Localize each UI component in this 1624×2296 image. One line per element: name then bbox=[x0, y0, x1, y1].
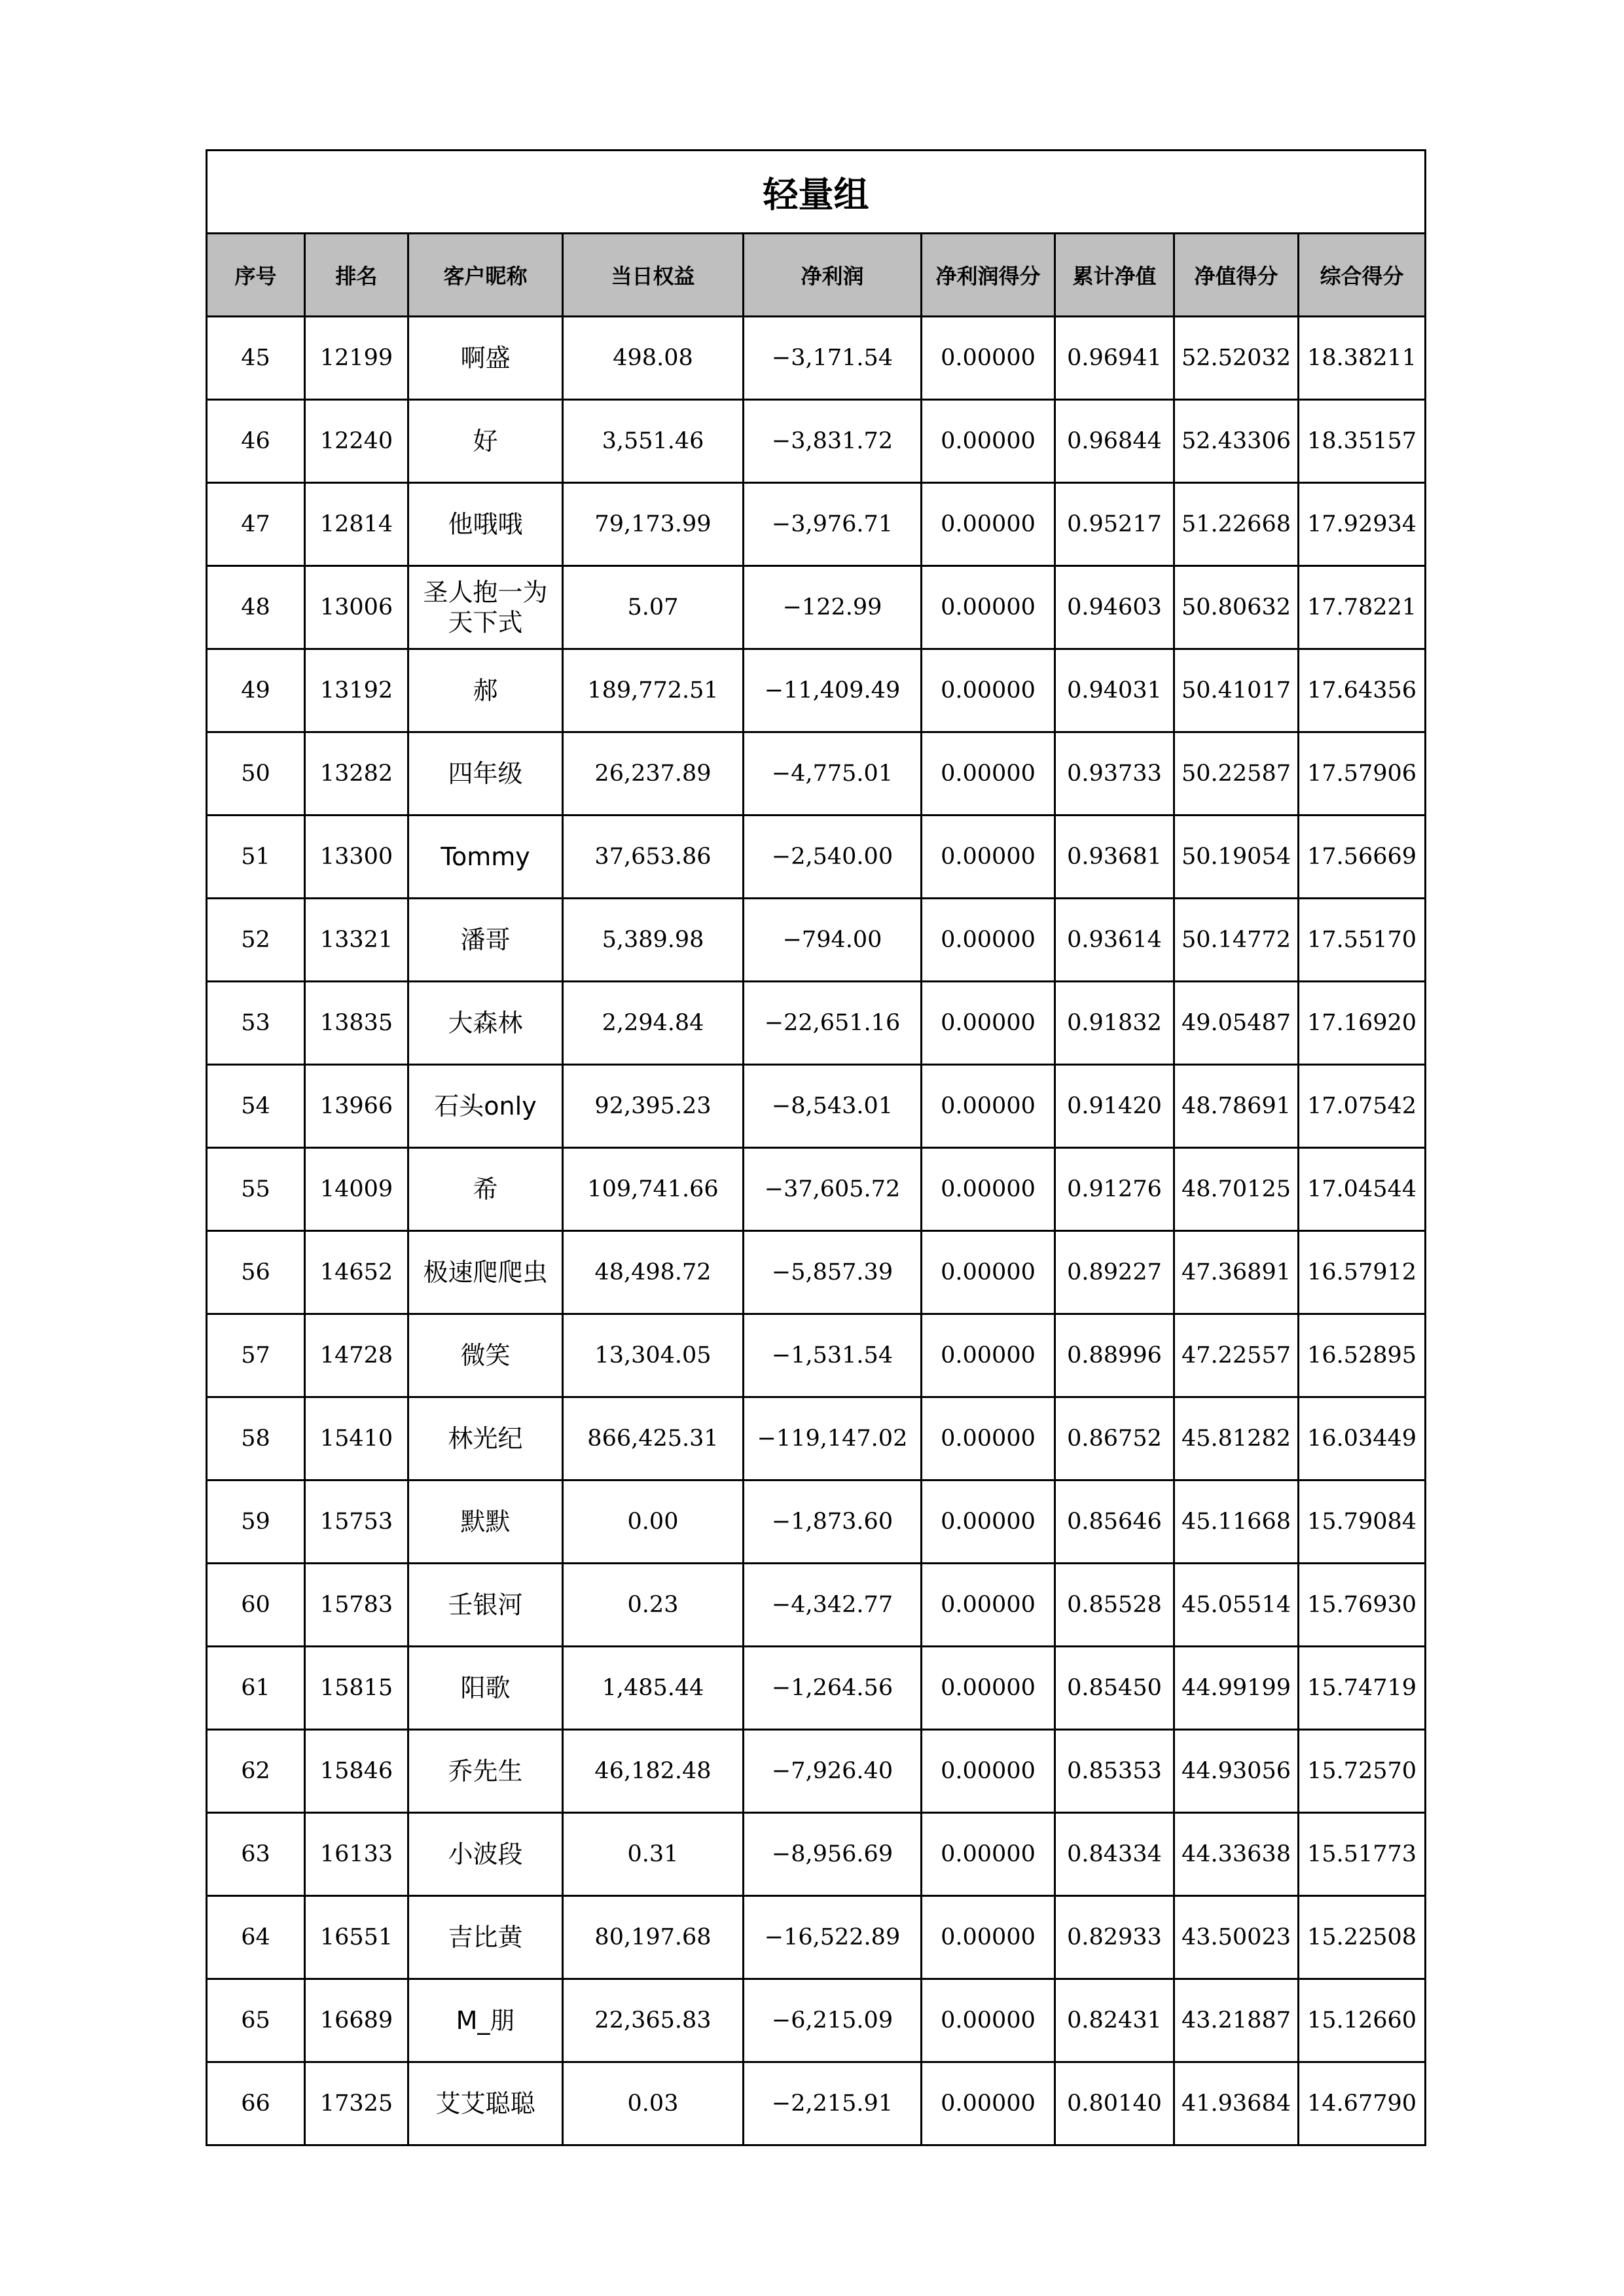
cell-nav-score: 52.43306 bbox=[1174, 400, 1299, 483]
header-equity: 当日权益 bbox=[563, 234, 744, 317]
cell-nickname: 壬银河 bbox=[408, 1564, 563, 1647]
cell-seq: 65 bbox=[207, 1979, 305, 2062]
cell-profit-score: 0.00000 bbox=[922, 1564, 1055, 1647]
cell-rank: 13192 bbox=[305, 649, 408, 732]
cell-net-profit: −4,342.77 bbox=[744, 1564, 922, 1647]
cell-nav-score: 45.11668 bbox=[1174, 1480, 1299, 1564]
cell-cumulative-nav: 0.85528 bbox=[1055, 1564, 1174, 1647]
cell-profit-score: 0.00000 bbox=[922, 1480, 1055, 1564]
cell-total-score: 17.64356 bbox=[1299, 649, 1426, 732]
cell-net-profit: −7,926.40 bbox=[744, 1730, 922, 1813]
cell-rank: 13321 bbox=[305, 899, 408, 982]
cell-total-score: 15.79084 bbox=[1299, 1480, 1426, 1564]
cell-seq: 54 bbox=[207, 1065, 305, 1148]
cell-cumulative-nav: 0.93681 bbox=[1055, 816, 1174, 899]
cell-equity: 5.07 bbox=[563, 566, 744, 649]
cell-total-score: 14.67790 bbox=[1299, 2062, 1426, 2145]
cell-net-profit: −119,147.02 bbox=[744, 1397, 922, 1480]
cell-rank: 12814 bbox=[305, 483, 408, 566]
cell-cumulative-nav: 0.85450 bbox=[1055, 1647, 1174, 1730]
cell-nickname: 潘哥 bbox=[408, 899, 563, 982]
table-row bbox=[207, 400, 1426, 483]
cell-net-profit: −3,976.71 bbox=[744, 483, 922, 566]
cell-total-score: 17.04544 bbox=[1299, 1148, 1426, 1231]
cell-nickname: 艾艾聪聪 bbox=[408, 2062, 563, 2145]
cell-total-score: 17.92934 bbox=[1299, 483, 1426, 566]
cell-total-score: 16.52895 bbox=[1299, 1314, 1426, 1397]
cell-net-profit: −11,409.49 bbox=[744, 649, 922, 732]
cell-cumulative-nav: 0.91832 bbox=[1055, 982, 1174, 1065]
cell-equity: 866,425.31 bbox=[563, 1397, 744, 1480]
header-rank: 排名 bbox=[305, 234, 408, 317]
cell-nickname: 大森林 bbox=[408, 982, 563, 1065]
cell-profit-score: 0.00000 bbox=[922, 317, 1055, 400]
cell-net-profit: −37,605.72 bbox=[744, 1148, 922, 1231]
cell-nickname: 四年级 bbox=[408, 732, 563, 816]
cell-profit-score: 0.00000 bbox=[922, 2062, 1055, 2145]
cell-profit-score: 0.00000 bbox=[922, 816, 1055, 899]
cell-nav-score: 48.70125 bbox=[1174, 1148, 1299, 1231]
cell-nickname: 好 bbox=[408, 400, 563, 483]
cell-rank: 13835 bbox=[305, 982, 408, 1065]
cell-equity: 5,389.98 bbox=[563, 899, 744, 982]
cell-seq: 53 bbox=[207, 982, 305, 1065]
cell-cumulative-nav: 0.94031 bbox=[1055, 649, 1174, 732]
cell-nav-score: 45.05514 bbox=[1174, 1564, 1299, 1647]
cell-net-profit: −5,857.39 bbox=[744, 1231, 922, 1314]
cell-profit-score: 0.00000 bbox=[922, 982, 1055, 1065]
cell-nickname: 吉比黄 bbox=[408, 1896, 563, 1979]
cell-nickname: 石头only bbox=[408, 1065, 563, 1148]
cell-rank: 15815 bbox=[305, 1647, 408, 1730]
cell-rank: 13006 bbox=[305, 566, 408, 649]
cell-profit-score: 0.00000 bbox=[922, 566, 1055, 649]
cell-nav-score: 50.19054 bbox=[1174, 816, 1299, 899]
cell-total-score: 18.38211 bbox=[1299, 317, 1426, 400]
cell-profit-score: 0.00000 bbox=[922, 483, 1055, 566]
cell-nav-score: 45.81282 bbox=[1174, 1397, 1299, 1480]
table-row bbox=[207, 1231, 1426, 1314]
cell-profit-score: 0.00000 bbox=[922, 1730, 1055, 1813]
cell-equity: 2,294.84 bbox=[563, 982, 744, 1065]
cell-cumulative-nav: 0.91420 bbox=[1055, 1065, 1174, 1148]
cell-nav-score: 50.41017 bbox=[1174, 649, 1299, 732]
cell-net-profit: −2,215.91 bbox=[744, 2062, 922, 2145]
cell-total-score: 18.35157 bbox=[1299, 400, 1426, 483]
cell-rank: 13966 bbox=[305, 1065, 408, 1148]
cell-seq: 59 bbox=[207, 1480, 305, 1564]
cell-profit-score: 0.00000 bbox=[922, 1397, 1055, 1480]
cell-equity: 22,365.83 bbox=[563, 1979, 744, 2062]
table-row bbox=[207, 317, 1426, 400]
cell-nav-score: 41.93684 bbox=[1174, 2062, 1299, 2145]
cell-nickname: 郝 bbox=[408, 649, 563, 732]
table-row bbox=[207, 1397, 1426, 1480]
cell-net-profit: −8,956.69 bbox=[744, 1813, 922, 1896]
cell-equity: 189,772.51 bbox=[563, 649, 744, 732]
ranking-table bbox=[206, 149, 1426, 2146]
table-row bbox=[207, 1314, 1426, 1397]
cell-equity: 80,197.68 bbox=[563, 1896, 744, 1979]
cell-seq: 50 bbox=[207, 732, 305, 816]
cell-cumulative-nav: 0.96844 bbox=[1055, 400, 1174, 483]
cell-seq: 56 bbox=[207, 1231, 305, 1314]
cell-nav-score: 50.14772 bbox=[1174, 899, 1299, 982]
cell-equity: 0.31 bbox=[563, 1813, 744, 1896]
table-row bbox=[207, 483, 1426, 566]
cell-nav-score: 50.22587 bbox=[1174, 732, 1299, 816]
cell-profit-score: 0.00000 bbox=[922, 1314, 1055, 1397]
cell-rank: 16689 bbox=[305, 1979, 408, 2062]
cell-profit-score: 0.00000 bbox=[922, 1148, 1055, 1231]
cell-cumulative-nav: 0.88996 bbox=[1055, 1314, 1174, 1397]
cell-nav-score: 48.78691 bbox=[1174, 1065, 1299, 1148]
cell-total-score: 17.55170 bbox=[1299, 899, 1426, 982]
cell-rank: 14009 bbox=[305, 1148, 408, 1231]
cell-cumulative-nav: 0.80140 bbox=[1055, 2062, 1174, 2145]
cell-nav-score: 44.93056 bbox=[1174, 1730, 1299, 1813]
cell-net-profit: −4,775.01 bbox=[744, 732, 922, 816]
cell-net-profit: −1,873.60 bbox=[744, 1480, 922, 1564]
cell-net-profit: −6,215.09 bbox=[744, 1979, 922, 2062]
cell-equity: 0.03 bbox=[563, 2062, 744, 2145]
cell-rank: 12240 bbox=[305, 400, 408, 483]
cell-rank: 13300 bbox=[305, 816, 408, 899]
cell-cumulative-nav: 0.85353 bbox=[1055, 1730, 1174, 1813]
cell-cumulative-nav: 0.85646 bbox=[1055, 1480, 1174, 1564]
cell-net-profit: −794.00 bbox=[744, 899, 922, 982]
cell-nav-score: 44.33638 bbox=[1174, 1813, 1299, 1896]
cell-equity: 46,182.48 bbox=[563, 1730, 744, 1813]
cell-nickname: 圣人抱一为天下式 bbox=[408, 566, 563, 649]
cell-seq: 58 bbox=[207, 1397, 305, 1480]
table-row bbox=[207, 1730, 1426, 1813]
header-profit-score: 净利润得分 bbox=[922, 234, 1055, 317]
header-row bbox=[207, 234, 1426, 317]
cell-seq: 64 bbox=[207, 1896, 305, 1979]
cell-net-profit: −3,171.54 bbox=[744, 317, 922, 400]
cell-nickname: 林光纪 bbox=[408, 1397, 563, 1480]
cell-net-profit: −122.99 bbox=[744, 566, 922, 649]
header-total-score: 综合得分 bbox=[1299, 234, 1426, 317]
cell-total-score: 15.72570 bbox=[1299, 1730, 1426, 1813]
header-cumulative-nav: 累计净值 bbox=[1055, 234, 1174, 317]
cell-net-profit: −1,264.56 bbox=[744, 1647, 922, 1730]
table-row bbox=[207, 1148, 1426, 1231]
cell-nickname: 小波段 bbox=[408, 1813, 563, 1896]
table-title: 轻量组 bbox=[207, 151, 1426, 234]
table-row bbox=[207, 1979, 1426, 2062]
cell-total-score: 15.51773 bbox=[1299, 1813, 1426, 1896]
cell-rank: 13282 bbox=[305, 732, 408, 816]
cell-nav-score: 43.21887 bbox=[1174, 1979, 1299, 2062]
cell-nickname: Tommy bbox=[408, 816, 563, 899]
cell-seq: 51 bbox=[207, 816, 305, 899]
cell-cumulative-nav: 0.86752 bbox=[1055, 1397, 1174, 1480]
cell-seq: 61 bbox=[207, 1647, 305, 1730]
cell-profit-score: 0.00000 bbox=[922, 1231, 1055, 1314]
table-row bbox=[207, 1480, 1426, 1564]
cell-nickname: 希 bbox=[408, 1148, 563, 1231]
cell-total-score: 17.57906 bbox=[1299, 732, 1426, 816]
cell-profit-score: 0.00000 bbox=[922, 899, 1055, 982]
cell-total-score: 17.56669 bbox=[1299, 816, 1426, 899]
cell-total-score: 15.76930 bbox=[1299, 1564, 1426, 1647]
cell-rank: 15753 bbox=[305, 1480, 408, 1564]
cell-total-score: 17.07542 bbox=[1299, 1065, 1426, 1148]
cell-seq: 63 bbox=[207, 1813, 305, 1896]
table-row bbox=[207, 1896, 1426, 1979]
cell-cumulative-nav: 0.95217 bbox=[1055, 483, 1174, 566]
cell-equity: 1,485.44 bbox=[563, 1647, 744, 1730]
cell-seq: 55 bbox=[207, 1148, 305, 1231]
cell-seq: 47 bbox=[207, 483, 305, 566]
cell-nav-score: 44.99199 bbox=[1174, 1647, 1299, 1730]
cell-equity: 13,304.05 bbox=[563, 1314, 744, 1397]
cell-nav-score: 52.52032 bbox=[1174, 317, 1299, 400]
cell-net-profit: −2,540.00 bbox=[744, 816, 922, 899]
cell-cumulative-nav: 0.84334 bbox=[1055, 1813, 1174, 1896]
cell-net-profit: −3,831.72 bbox=[744, 400, 922, 483]
header-net-profit: 净利润 bbox=[744, 234, 922, 317]
cell-equity: 109,741.66 bbox=[563, 1148, 744, 1231]
cell-equity: 92,395.23 bbox=[563, 1065, 744, 1148]
cell-profit-score: 0.00000 bbox=[922, 1647, 1055, 1730]
cell-profit-score: 0.00000 bbox=[922, 1896, 1055, 1979]
cell-nickname: 极速爬爬虫 bbox=[408, 1231, 563, 1314]
cell-seq: 49 bbox=[207, 649, 305, 732]
table-body bbox=[207, 317, 1426, 2145]
cell-equity: 0.00 bbox=[563, 1480, 744, 1564]
cell-cumulative-nav: 0.94603 bbox=[1055, 566, 1174, 649]
cell-profit-score: 0.00000 bbox=[922, 1065, 1055, 1148]
cell-rank: 16551 bbox=[305, 1896, 408, 1979]
cell-cumulative-nav: 0.91276 bbox=[1055, 1148, 1174, 1231]
table-row bbox=[207, 1564, 1426, 1647]
cell-cumulative-nav: 0.89227 bbox=[1055, 1231, 1174, 1314]
cell-total-score: 16.03449 bbox=[1299, 1397, 1426, 1480]
cell-cumulative-nav: 0.96941 bbox=[1055, 317, 1174, 400]
cell-seq: 57 bbox=[207, 1314, 305, 1397]
table-row bbox=[207, 732, 1426, 816]
cell-rank: 15783 bbox=[305, 1564, 408, 1647]
cell-cumulative-nav: 0.82933 bbox=[1055, 1896, 1174, 1979]
cell-total-score: 17.16920 bbox=[1299, 982, 1426, 1065]
table-row bbox=[207, 566, 1426, 649]
cell-total-score: 15.22508 bbox=[1299, 1896, 1426, 1979]
cell-total-score: 15.74719 bbox=[1299, 1647, 1426, 1730]
cell-seq: 62 bbox=[207, 1730, 305, 1813]
cell-seq: 52 bbox=[207, 899, 305, 982]
table-row bbox=[207, 1647, 1426, 1730]
table-row bbox=[207, 1065, 1426, 1148]
cell-profit-score: 0.00000 bbox=[922, 1813, 1055, 1896]
cell-nickname: 阳歌 bbox=[408, 1647, 563, 1730]
header-nickname: 客户昵称 bbox=[408, 234, 563, 317]
cell-rank: 14728 bbox=[305, 1314, 408, 1397]
cell-total-score: 16.57912 bbox=[1299, 1231, 1426, 1314]
cell-seq: 60 bbox=[207, 1564, 305, 1647]
cell-equity: 0.23 bbox=[563, 1564, 744, 1647]
cell-rank: 14652 bbox=[305, 1231, 408, 1314]
table-row bbox=[207, 816, 1426, 899]
cell-nickname: 默默 bbox=[408, 1480, 563, 1564]
cell-cumulative-nav: 0.93614 bbox=[1055, 899, 1174, 982]
table-row bbox=[207, 1813, 1426, 1896]
cell-equity: 26,237.89 bbox=[563, 732, 744, 816]
cell-nickname: 啊盛 bbox=[408, 317, 563, 400]
cell-equity: 498.08 bbox=[563, 317, 744, 400]
header-seq: 序号 bbox=[207, 234, 305, 317]
cell-profit-score: 0.00000 bbox=[922, 732, 1055, 816]
cell-total-score: 17.78221 bbox=[1299, 566, 1426, 649]
cell-nav-score: 50.80632 bbox=[1174, 566, 1299, 649]
cell-nickname: 他哦哦 bbox=[408, 483, 563, 566]
cell-rank: 15846 bbox=[305, 1730, 408, 1813]
cell-net-profit: −16,522.89 bbox=[744, 1896, 922, 1979]
cell-nav-score: 49.05487 bbox=[1174, 982, 1299, 1065]
cell-seq: 48 bbox=[207, 566, 305, 649]
cell-rank: 16133 bbox=[305, 1813, 408, 1896]
cell-equity: 3,551.46 bbox=[563, 400, 744, 483]
table-row bbox=[207, 899, 1426, 982]
cell-nickname: 乔先生 bbox=[408, 1730, 563, 1813]
cell-rank: 12199 bbox=[305, 317, 408, 400]
cell-profit-score: 0.00000 bbox=[922, 649, 1055, 732]
cell-equity: 48,498.72 bbox=[563, 1231, 744, 1314]
cell-cumulative-nav: 0.82431 bbox=[1055, 1979, 1174, 2062]
cell-net-profit: −8,543.01 bbox=[744, 1065, 922, 1148]
cell-equity: 37,653.86 bbox=[563, 816, 744, 899]
cell-rank: 17325 bbox=[305, 2062, 408, 2145]
cell-profit-score: 0.00000 bbox=[922, 400, 1055, 483]
cell-rank: 15410 bbox=[305, 1397, 408, 1480]
header-nav-score: 净值得分 bbox=[1174, 234, 1299, 317]
cell-cumulative-nav: 0.93733 bbox=[1055, 732, 1174, 816]
cell-total-score: 15.12660 bbox=[1299, 1979, 1426, 2062]
cell-nav-score: 47.22557 bbox=[1174, 1314, 1299, 1397]
cell-net-profit: −22,651.16 bbox=[744, 982, 922, 1065]
cell-net-profit: −1,531.54 bbox=[744, 1314, 922, 1397]
cell-nickname: 微笑 bbox=[408, 1314, 563, 1397]
table-row bbox=[207, 982, 1426, 1065]
cell-equity: 79,173.99 bbox=[563, 483, 744, 566]
cell-seq: 66 bbox=[207, 2062, 305, 2145]
cell-nav-score: 47.36891 bbox=[1174, 1231, 1299, 1314]
cell-seq: 45 bbox=[207, 317, 305, 400]
table-row bbox=[207, 2062, 1426, 2145]
cell-nav-score: 43.50023 bbox=[1174, 1896, 1299, 1979]
cell-nav-score: 51.22668 bbox=[1174, 483, 1299, 566]
cell-seq: 46 bbox=[207, 400, 305, 483]
cell-profit-score: 0.00000 bbox=[922, 1979, 1055, 2062]
table-row bbox=[207, 649, 1426, 732]
cell-nickname: M_朋 bbox=[408, 1979, 563, 2062]
